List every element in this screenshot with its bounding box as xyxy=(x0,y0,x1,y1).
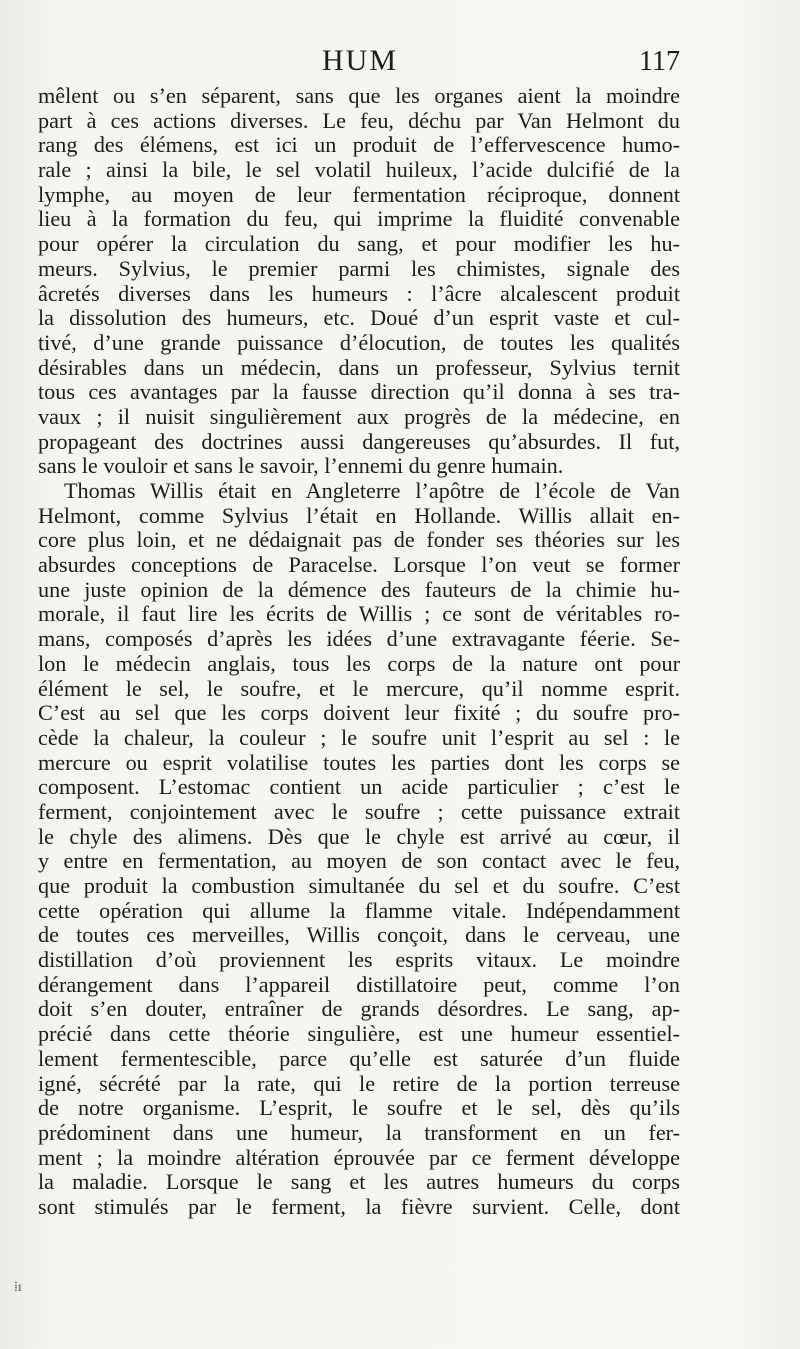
text-line: âcretés diverses dans les humeurs : l’âcre alcalescent produit xyxy=(38,280,680,306)
text-line: lymphe, au moyen de leur fermentation réciproque, donnent xyxy=(38,181,680,207)
text-line: propageant des doctrines aussi dangereuses qu’absurdes. Il fut, xyxy=(38,428,680,454)
text-line: ment ; la moindre altération éprouvée par ce ferment développe xyxy=(38,1144,680,1170)
text-line: absurdes conceptions de Paracelse. Lorsque l’on veut se former xyxy=(38,552,680,578)
text-line: de toutes ces merveilles, Willis conçoit, dans le cerveau, une xyxy=(38,922,680,948)
text-line: cette opération qui allume la flamme vitale. Indépendamment xyxy=(38,897,680,923)
text-line: lieu à la formation du feu, qui imprime la fluidité convenable xyxy=(38,206,680,232)
text-line: mans, composés d’après les idées d’une extravagante féerie. Se- xyxy=(38,626,680,652)
text-line: rang des élémens, est ici un produit de l’effervescence humo- xyxy=(38,132,680,158)
text-line: tivé, d’une grande puissance d’élocution, de toutes les qualités xyxy=(38,329,680,355)
text-line: doit s’en douter, entraîner de grands désordres. Le sang, ap- xyxy=(38,996,680,1022)
running-head: HUM xyxy=(321,44,398,77)
text-line: mêlent ou s’en séparent, sans que les organes aient la moindre xyxy=(38,83,680,108)
text-line: part à ces actions diverses. Le feu, déchu par Van Helmont du xyxy=(38,107,680,133)
text-line: Thomas Willis était en Angleterre l’apôtre de l’école de Van xyxy=(64,478,680,503)
text-line: igné, sécrété par la rate, qui le retire de la portion terreuse xyxy=(38,1070,680,1096)
page-header xyxy=(40,44,680,84)
text-line: morale, il faut lire les écrits de Willis ; ce sont de véritables ro- xyxy=(38,601,680,627)
text-line: mercure ou esprit volatilise toutes les parties dont les corps se xyxy=(38,749,680,775)
text-line: sont stimulés par le ferment, la fièvre survient. Celle, dont xyxy=(38,1193,680,1219)
text-line: core plus loin, et ne dédaignait pas de fonder ses théories sur les xyxy=(38,527,680,553)
text-line: prédominent dans une humeur, la transforment en un fer- xyxy=(38,1119,680,1145)
text-line: y entre en fermentation, au moyen de son contact avec le feu, xyxy=(38,848,680,874)
text-line: distillation d’où proviennent les esprits vitaux. Le moindre xyxy=(38,947,680,973)
body-text xyxy=(38,84,680,1220)
page-number: 117 xyxy=(639,46,680,77)
text-line: lon le médecin anglais, tous les corps de la nature ont pour xyxy=(38,650,680,676)
text-line: que produit la combustion simultanée du sel et du soufre. C’est xyxy=(38,873,680,898)
text-line: sans le vouloir et sans le savoir, l’ennemi du genre humain. xyxy=(38,453,564,479)
text-line: composent. L’estomac contient un acide particulier ; c’est le xyxy=(38,774,680,800)
text-line: C’est au sel que les corps doivent leur fixité ; du soufre pro- xyxy=(38,700,680,726)
text-line: une juste opinion de la démence des fauteurs de la chimie hu- xyxy=(38,576,680,602)
text-line: dérangement dans l’appareil distillatoire peut, comme l’on xyxy=(38,971,680,997)
text-line: meurs. Sylvius, le premier parmi les chimistes, signale des xyxy=(38,255,680,281)
text-line: vaux ; il nuisit singulièrement aux progrès de la médecine, en xyxy=(38,403,680,429)
text-line: Helmont, comme Sylvius l’était en Hollande. Willis allait en- xyxy=(38,502,680,528)
text-line: de notre organisme. L’esprit, le soufre et le sel, dès qu’ils xyxy=(38,1095,680,1121)
margin-mark: ⁞ı xyxy=(14,1280,22,1295)
text-line: ferment, conjointement avec le soufre ; cette puissance extrait xyxy=(38,798,680,824)
text-line: désirables dans un médecin, dans un professeur, Sylvius ternit xyxy=(38,354,680,380)
text-line: la maladie. Lorsque le sang et les autres humeurs du corps xyxy=(38,1169,680,1195)
text-line: élément le sel, le soufre, et le mercure, qu’il nomme esprit. xyxy=(38,675,680,701)
text-line: rale ; ainsi la bile, le sel volatil huileux, l’acide dulcifié de la xyxy=(38,157,680,183)
text-line: la dissolution des humeurs, etc. Doué d’un esprit vaste et cul- xyxy=(38,305,680,331)
text-line: précié dans cette théorie singulière, est une humeur essentiel- xyxy=(38,1021,680,1047)
text-line: cède la chaleur, la couleur ; le soufre unit l’esprit au sel : le xyxy=(38,724,680,750)
text-line: pour opérer la circulation du sang, et pour modifier les hu- xyxy=(38,231,680,257)
text-line: lement fermentescible, parce qu’elle est saturée d’un fluide xyxy=(38,1045,680,1071)
text-line: le chyle des alimens. Dès que le chyle est arrivé au cœur, il xyxy=(38,823,680,849)
text-line: tous ces avantages par la fausse direction qu’il donna à ses tra- xyxy=(38,379,680,405)
